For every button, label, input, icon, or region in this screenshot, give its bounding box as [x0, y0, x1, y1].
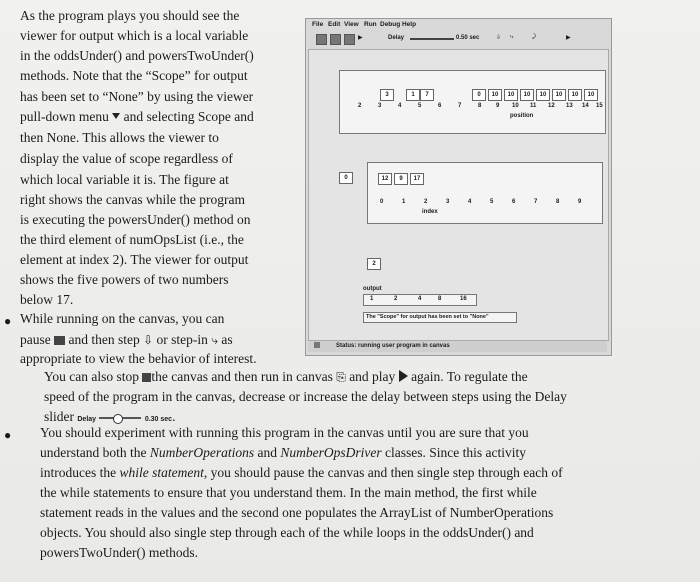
array-cell: 10 [552, 89, 566, 101]
array-cell: 9 [394, 173, 408, 185]
bullet2-line: While running on the canvas, you can [20, 311, 225, 326]
index-label: 8 [556, 199, 560, 205]
para1-text: pull-down menu [20, 109, 109, 124]
index-label: 5 [418, 103, 422, 109]
menu-view[interactable]: View [344, 21, 359, 28]
bullet2-text: pause [20, 332, 51, 347]
delay-slider-value: 0.30 sec [144, 416, 173, 423]
para1-line: methods. Note that the “Scope” for output [20, 68, 248, 83]
array-cell: 10 [536, 89, 550, 101]
menu-edit[interactable]: Edit [328, 21, 341, 28]
status-text: Status: running user program in canvas [336, 343, 450, 349]
menu-file[interactable]: File [312, 21, 324, 28]
index-label: 2 [358, 103, 362, 109]
index-label: 5 [490, 199, 494, 205]
array-cell: 10 [488, 89, 502, 101]
bullet3-line: powersTwoUnder() methods. [40, 545, 199, 560]
bullet2-text: the canvas and then run in canvas [151, 369, 333, 384]
index-label: 13 [566, 103, 573, 109]
bullet2-text: You can also stop [44, 369, 140, 384]
delay-value: 0.50 sec [456, 35, 480, 41]
dropdown-arrow-icon [112, 113, 120, 119]
menu-help[interactable]: Help [402, 21, 417, 28]
class-name-numberopsdriver: NumberOpsDriver [280, 445, 382, 460]
array-cell: 17 [410, 173, 424, 185]
para1-line: below 17. [20, 292, 74, 307]
bullet-dot: ● [4, 314, 12, 328]
array-cell: 10 [504, 89, 518, 101]
bullet3-line: objects. You should also single step through each of the while loops in the oddsUnder() and [40, 525, 534, 540]
output-value: 4 [418, 296, 422, 302]
array-cell: 10 [568, 89, 582, 101]
keyword-while-statement: while statement [119, 465, 204, 480]
index-label: 8 [478, 103, 482, 109]
menu-debug[interactable]: Debug [380, 21, 401, 28]
step-icon[interactable]: ⇩ [496, 35, 502, 41]
index-label: 12 [548, 103, 555, 109]
step-in-icon[interactable]: ⤷ [510, 34, 514, 40]
para1-line: which local variable it is. The figure at [20, 172, 229, 187]
index-label: 6 [512, 199, 516, 205]
output-viewer [363, 294, 477, 306]
bullet2-text: slider [44, 409, 74, 424]
value-box: 0 [339, 172, 353, 184]
bullet3-line: introduces the while statement, you should pause the canvas and then single step through each of [40, 465, 563, 480]
index-label: 4 [398, 103, 402, 109]
delay-slider[interactable] [410, 38, 454, 40]
para1-line [20, 26, 248, 47]
para1-line: the third element of numOpsList (i.e., the [20, 232, 244, 247]
bullet3-line: You should experiment with running this program in the canvas until you are sure that you [40, 425, 529, 440]
bullet2-text: as [221, 332, 233, 347]
array-cell: 3 [380, 89, 394, 101]
pause-icon[interactable] [330, 34, 341, 45]
para1-line: is executing the powersUnder() method on [20, 212, 251, 227]
index-label: 15 [596, 103, 603, 109]
array-cell: 7 [420, 89, 434, 101]
index-label: 11 [530, 103, 537, 109]
step-in-icon: ⤷ [211, 333, 219, 347]
step-out-icon[interactable]: ⤸ [532, 34, 536, 40]
toolbar [306, 31, 611, 47]
index-label: 3 [378, 103, 382, 109]
bullet2-line [20, 330, 233, 351]
bullet2-line [44, 367, 528, 388]
para1-text: and selecting Scope and [123, 109, 254, 124]
para1-line: then None. This allows the viewer to [20, 130, 219, 145]
bullet2-text: and then step [68, 332, 140, 347]
para1-line: right shows the canvas while the program [20, 192, 245, 207]
output-value: 1 [370, 296, 374, 302]
array-viewer-list [339, 70, 606, 134]
para1-line: display the value of scope regardless of [20, 151, 233, 166]
canvas-area [308, 49, 609, 341]
index-caption: index [422, 209, 438, 215]
status-icon [314, 342, 320, 348]
canvas-screenshot [305, 18, 612, 356]
toolbar-button-icon[interactable] [316, 34, 327, 45]
index-label: 2 [424, 199, 428, 205]
bullet2-text: again. To regulate the [411, 369, 528, 384]
stop-icon[interactable] [344, 34, 355, 45]
para1-line: As the program plays you should see the [20, 8, 240, 23]
play-icon [399, 370, 408, 382]
index-label: 3 [446, 199, 450, 205]
para1-line: in the oddsUnder() and powersTwoUnder() [20, 48, 254, 63]
array-cell: 10 [520, 89, 534, 101]
bullet-dot: ● [4, 428, 12, 442]
position-label: position [510, 113, 534, 119]
scope-note: The "Scope" for output has been set to "None" [363, 312, 517, 323]
index-label: 4 [468, 199, 472, 205]
index-label: 9 [496, 103, 500, 109]
run-in-canvas-icon[interactable]: ▶ [566, 35, 571, 41]
index-label: 0 [380, 199, 384, 205]
para1-line: shows the five powers of two numbers [20, 272, 229, 287]
index-label: 7 [458, 103, 462, 109]
status-bar [308, 341, 607, 352]
index-label: 9 [578, 199, 582, 205]
bullet2-line: speed of the program in the canvas, decrease or increase the delay between steps using the Delay [44, 389, 567, 404]
array-cell: 0 [472, 89, 486, 101]
output-value: 16 [460, 296, 467, 302]
class-name-numberoperations: NumberOperations [149, 445, 255, 460]
index-label: 14 [582, 103, 589, 109]
bullet3-line: statement reads in the values and the second one populates the ArrayList of NumberOperations [40, 505, 554, 520]
para1-text: viewer for output which is a local variable [20, 28, 249, 43]
bullet2-line: slider Delay 0.30 sec. [44, 409, 176, 424]
index-label: 1 [402, 199, 406, 205]
para1-line: element at index 2). The viewer for output [20, 252, 249, 267]
run-in-canvas-icon: ⎘ [336, 370, 346, 384]
index-label: 10 [512, 103, 519, 109]
delay-slider-label: Delay [77, 416, 97, 423]
array-cell: 12 [378, 173, 392, 185]
bullet3-line: the while statements to ensure that you understand them. In the main method, the first while [40, 485, 537, 500]
bullet2-text: or step-in [156, 332, 208, 347]
pause-icon [54, 336, 65, 345]
bullet3-line: understand both the NumberOperations and NumberOpsDriver classes. Since this activity [40, 445, 526, 460]
play-icon[interactable]: ▶ [358, 35, 363, 41]
delay-label: Delay [388, 35, 405, 41]
array-cell: 10 [584, 89, 598, 101]
index-label: 7 [534, 199, 538, 205]
menu-run[interactable]: Run [364, 21, 377, 28]
output-value: 8 [438, 296, 442, 302]
bullet2-text: and play [349, 369, 396, 384]
position-box: 2 [367, 258, 381, 270]
delay-slider [99, 415, 141, 421]
para1-line: has been set to “None” by using the viewer [20, 89, 254, 104]
array-cell: 1 [406, 89, 420, 101]
step-icon: ⇩ [143, 333, 154, 347]
para1-line [20, 107, 254, 128]
index-label: 6 [438, 103, 442, 109]
output-value: 2 [394, 296, 398, 302]
menu-bar [306, 19, 611, 31]
array-viewer-nums [367, 162, 603, 224]
bullet2-line: appropriate to view the behavior of interest. [20, 351, 257, 366]
output-label: output [363, 286, 382, 292]
